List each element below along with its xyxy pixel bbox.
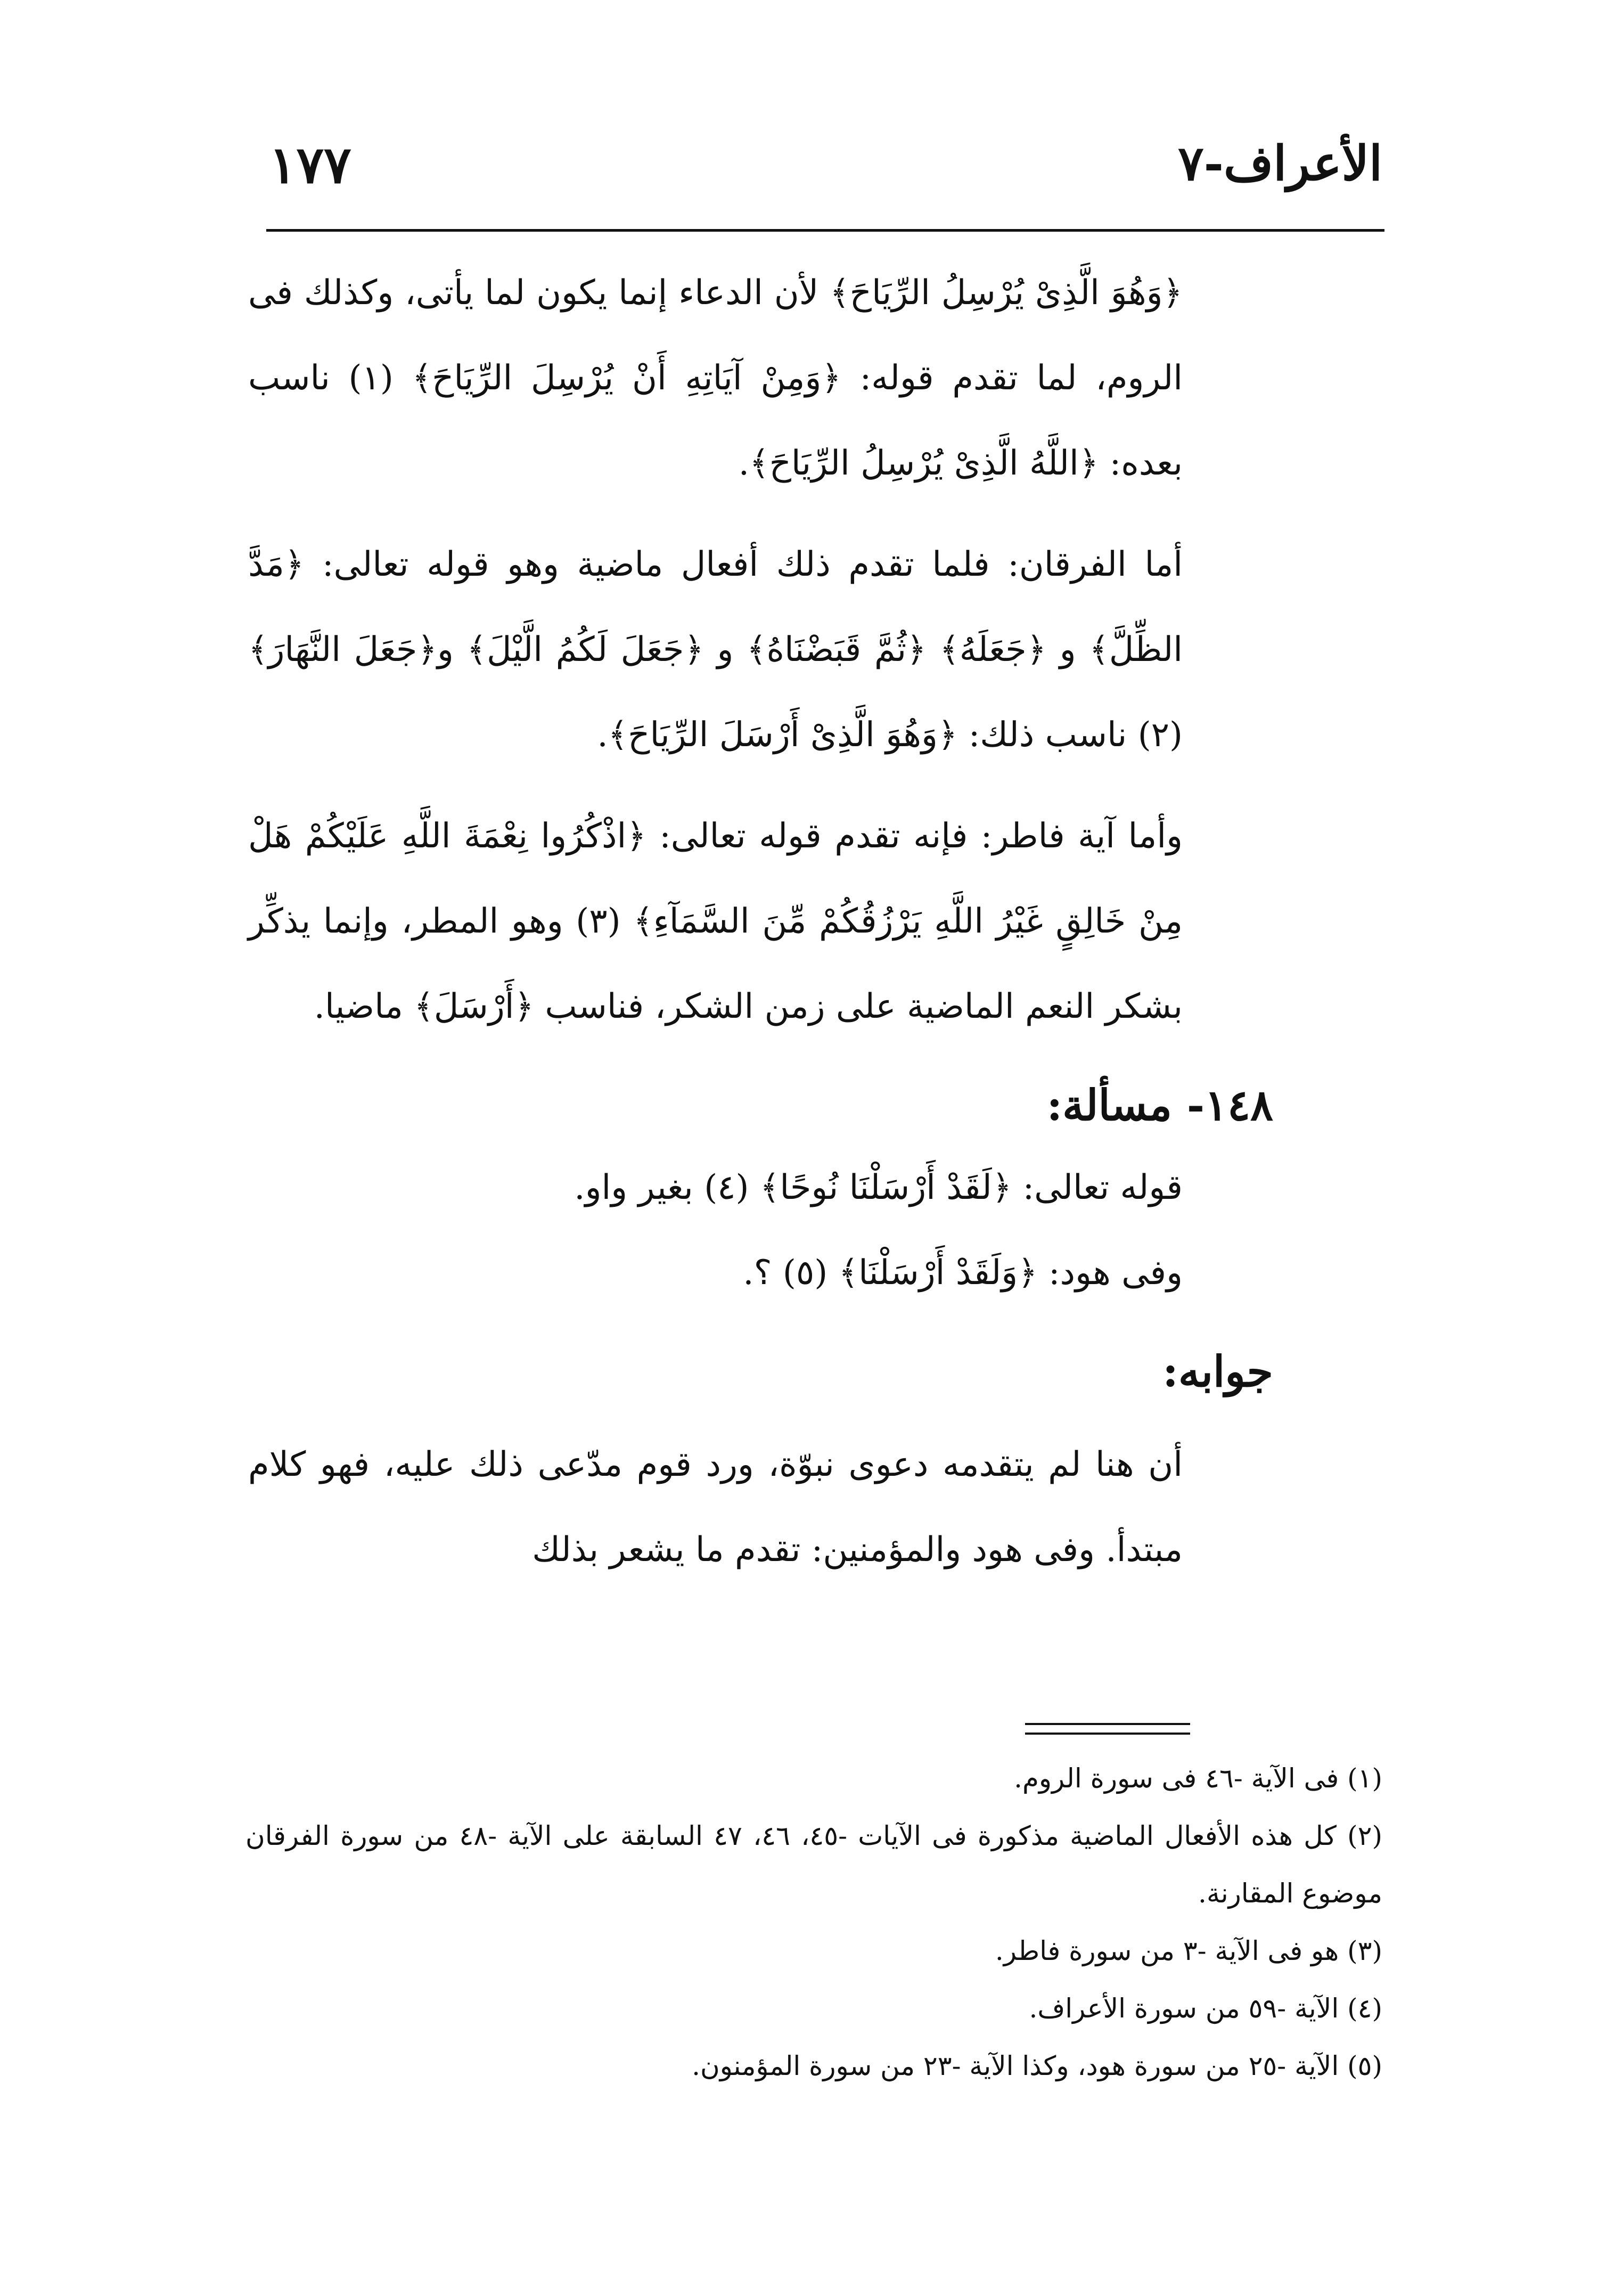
body-text [248, 250, 1273, 1608]
question-line-1: قوله تعالى: ﴿لَقَدْ أَرْسَلْنَا نُوحًا﴾ (٤) بغير واو. [574, 1168, 1183, 1207]
footnote-1: (١) فى الآية -٤٦ فى سورة الروم. [1014, 1763, 1382, 1794]
paragraph-answer: أن هنا لم يتقدمه دعوى نبوّة، ورد قوم مدّعى ذلك عليه، فهو كلام مبتدأ. وفى هود والمؤمنين: تقدم ما يشعر بذلك [248, 1445, 1183, 1570]
running-head: الأعراف-٧ [1178, 135, 1382, 192]
footnote-5: (٥) الآية -٢٥ من سورة هود، وكذا الآية -٢٣ من سورة المؤمنون. [692, 2050, 1382, 2081]
footnote-3: (٣) هو فى الآية -٣ من سورة فاطر. [995, 1935, 1382, 1966]
heading-jawab: جوابه: [1162, 1346, 1273, 1396]
paragraph-fatir: وأما آية فاطر: فإنه تقدم قوله تعالى: ﴿اذْكُرُوا نِعْمَةَ اللَّهِ عَلَيْكُمْ هَلْ مِنْ خَالِقٍ غَيْرُ اللَّهِ يَرْزُقُكُمْ مِّنَ السَّمَآءِ﴾ (٣) وهو المطر، وإنما يذكِّر بشكر النعم الماضية على زمن الشكر، فناسب ﴿أَرْسَلَ﴾ ماضيا. [248, 816, 1183, 1026]
question-line-2: وفى هود: ﴿وَلَقَدْ أَرْسَلْنَا﴾ (٥) ؟. [743, 1253, 1183, 1293]
footnote-rule [1025, 1723, 1190, 1735]
footnote-2: (٢) كل هذه الأفعال الماضية مذكورة فى الآيات -٤٥، ٤٦، ٤٧ السابقة على الآية -٤٨ من سورة الفرقان موضوع المقارنة. [245, 1820, 1383, 1909]
footnote-4: (٤) الآية -٥٩ من سورة الأعراف. [1029, 1993, 1382, 2024]
page-number: ١٧٧ [269, 135, 351, 195]
header-rule [266, 229, 1384, 232]
paragraph-furqan: أما الفرقان: فلما تقدم ذلك أفعال ماضية وهو قوله تعالى: ﴿مَدَّ الظِّلَّ﴾ و ﴿جَعَلَهُ﴾ ﴿ثُمَّ قَبَضْنَاهُ﴾ و ﴿جَعَلَ لَكُمُ الَّيْلَ﴾ و﴿جَعَلَ النَّهَارَ﴾ (٢) ناسب ذلك: ﴿وَهُوَ الَّذِىْ أَرْسَلَ الرِّيَاحَ﴾. [248, 545, 1183, 755]
footnotes [245, 1750, 1382, 2095]
paragraph-rum: ﴿وَهُوَ الَّذِىْ يُرْسِلُ الرِّيَاحَ﴾ لأن الدعاء إنما يكون لما يأتى، وكذلك فى الروم، لما تقدم قوله: ﴿وَمِنْ آيَاتِهِ أَنْ يُرْسِلَ الرِّيَاحَ﴾ (١) ناسب بعده: ﴿اللَّهُ الَّذِىْ يُرْسِلُ الرِّيَاحَ﴾. [248, 273, 1183, 483]
heading-masala-148: ١٤٨- مسألة: [1046, 1080, 1273, 1130]
